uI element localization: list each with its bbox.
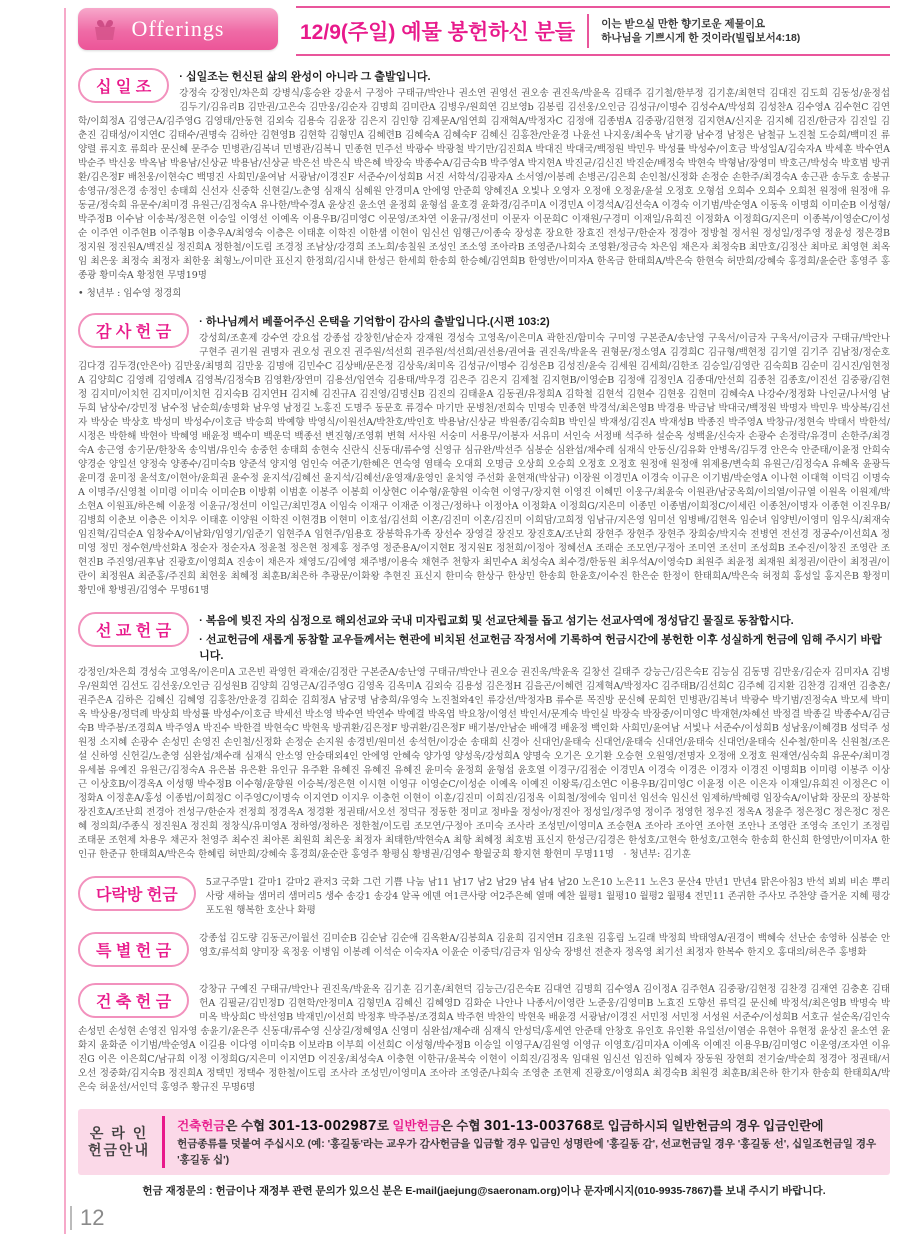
- special-name-list: 강종섭 김도량 김동곤/이월선 김미순B 김순남 김순애 김옥환A/김봉희A 김윤희 김지연H 김초원 김홍림 노길래 박정희 박태영A/권경이 백혜숙 선난순 송영하 심봉순 안영호/류석희 양미장 육정웅 이병임 이봉례 이석순 이숙자A 이윤순 이중덕/김금자 임상숙 장병선 전춘자 정옥영 최기선 최정자 한복수 한지오 홍대의/허은주 홍병화: [199, 933, 890, 958]
- offerings-badge-label: Offerings: [131, 16, 225, 41]
- section-label-tithe: 십 일 조: [78, 68, 169, 103]
- section-label-mission: 선 교 헌 금: [78, 612, 189, 647]
- offerings-badge: [78, 8, 278, 50]
- online-account-line: 건축헌금은 수협 301-13-002987로 일반헌금은 수협 301-13-003768로 입금하시되 일반헌금의 경우 입금인란에: [177, 1117, 824, 1134]
- header: [78, 6, 890, 56]
- tithe-youth-list: • 청년부 : 임수영 정경희: [78, 288, 182, 299]
- section-building: [78, 981, 890, 1095]
- thanksgiving-name-list: 강성희/조훈제 강수연 강요섭 강종섭 강창힌/남순자 강재원 경성숙 고영옥/이은미A 곽한진/함미숙 구미영 구본준A/송난영 구욱서/이금자 구욱서/이금자 구태규/박안나 구현주 권기원 권명자 권오성 권오진 권주원/석선희 권주원/석선희/권선용/권여율 권진욱/박윤옥 권형문/정소영A 김경희C 김규형/백현정 김기열 김기주 김남정/정순호 김다경 김두경(안은아) 김만웅/최명희 김만웅 김명애 김민수C 김상배/문은정 김상욱/최미옥 김성규/이명수 김성은B 김성진/윤숙 김세원 김세희/김한조 김승일/김영란 김숙희B 김순미 김시진/임현정A 김양희C 김영례 김영례A 김영복/김정숙B 김영환/장연미 김용선/임연숙 김용태/박우경 김은주 김은지 김제철 김지현B/이영순B 김정애 김정인A 김종대/안선희 김종천 김종호/이진선 김중광/김현정 김지미/이치헌 김지미/이치헌 김지숙B 김지연H 김지혜 김진규A 김진영/김명신B 김진의 김태윤A 김동권/유정희A 김학철 김현석 김현수 김현웅 김현미 김혜숙A 나강수/정정화 나인균/나서영 남두희 남상수/강민정 남수정 남순희/송명화 남우영 남정길 노홍진 도명주 동문호 류경수 마기만 문병천/전희숙 민명숙 민종현 박경석/최은영B 박경용 박금남 박대국/백정원 박명자 박민우 박상복/김선자 박상순 박상호 박성미 박성수/이호금 박승희 박예향 박영식/이원선A/박찬호/박인호 박용남/신상균 박원종/김숙희B 박인실 박재성/김진A 박재성B 박종진 박주영A 박창규/정현숙 박태서 박한석/시정은 박한해 박현아 박혜영 배윤정 백수미 백운덕 백종선 변진형/조영휘 변혁 서사원 서숭미 서용무/이봉자 서유미 서인숙 서정배 석주하 설순옥 성백윤/신숙자 손광수 손정락/유경미 손한주/최경숙A 송근영 송기문/한창옥 송익범/유인숙 송중헌 송태희 송현숙 신란식 신동대/류수영 신영규 심규완/박선주 심봉순 심완섭/채수레 심재식 안동신/김유화 안병옥/김두경 안은숙 안준태/이윤정 안희숙 양경순 양일선 양정숙 양종수/김미숙B 양준석 양지영 엄인숙 여준기/한혜은 연숙영 염태숙 오대희 오명금 오상희 오승희 오정호 오정호 원정애 원정애 위제용/변숙희 유원근/김정숙A 유혜옥 윤광득 윤미경 윤미정 윤석호/이현아/윤희권 윤수정 윤지석/김혜선 윤지석/김혜선/윤영재/윤영인 윤치영 주선화 윤현재(박삼규) 이장원 이경민A 이경숙 이규은 이기범/박순영A 이나현 이대혁 이덕김 이명숙A 이명주/신영철 이미령 이미숙 이미순B 이방휘 이범훈 이봉주 이봉희 이상현C 이수형/윤향원 이숙현 이영구/장지현 이영진 이혜민 이웅구/최윤숙 이원관/남궁옥희/이의열/이규열 이원옥 이원제/박소현A 이원표/하은혜 이윤정 이윤규/정선미 이일근/최민경A 이임숙 이재구 이재준 이정근/정하나 이정아A 이정화A 이정희G/지은미 이종민 이종범/이희정C/이세린 이종천/이명자 이종현 이진우B/김병희 이춘보 이층은 이치우 이태훈 이양원 이학진 이현경B 이현미 이호섭/김선희 이혼/김진미 이혼/김진미 이희담/고희정 임남규/지은영 임미선 임병배/김현옥 임순녀 임양빈/이영미 임우식/최재숙 임진혁/김덕순A 임창수A/이남화/임영기/임준기 임현주A 임현주/임용호 장봉학유가족 장선수 장영걸 장진모 장진호A/조난희 장현주 장현주 장현주 장희숭/박지숙 전병연 전선경 정공수/이선희A 정미영 정민 정수현/박선화A 정순자 정순자A 정윤철 정은현 정제홍 정주영 정준용A/이지현E 정지원E 정천희/이정아 정혜선A 조래순 조모연/구정아 조미연 조선미 조성희B 조수진/이창진 조영란 조현진B 주진영/권후남 진광호/이영희A 진송이 채은자 채영도/김에영 채주병/이용숙 채현주 천항자 최민수A 최성숙A 최수경/한동원 최우석A/이영숙D 최원주 최윤정 최재원 최정권/이란이 최정권/이란이 최정원A 최준홍/주진희 최현웅 최혜정 최훈B/최은하 추광문/이화왕 추현진 표신지 한미숙 한상구 한상민 한송희 한윤호/이수진 한은순 한정이 한태희A/박은숙 허정희 홍성일 홍지은B 황정미 황민애 황병권/김영수 무명61명: [78, 333, 890, 596]
- mission-intro-1: · 복음에 빚진 자의 심정으로 해외선교와 국내 미자립교회 및 선교단체를 돕고 섬기는 선교사역에 정성담긴 물질로 동참합시다.: [199, 615, 794, 627]
- page-number: 12: [70, 1206, 104, 1230]
- left-margin-rule: [64, 8, 66, 1234]
- section-tithe: [78, 66, 890, 299]
- building-offering-label: 건축헌금: [177, 1119, 226, 1133]
- mission-name-list: 강정인/차은희 경성숙 고영옥/이은미A 고은빈 곽영헌 곽재순/김정란 구본준A/송난영 구태규/박안나 권오승 권진욱/박윤옥 길창선 길태주 강능근/김은숙E 김능심 김동명 김만웅/김순자 김미자A 김병우/원희연 김선도 김선웅/오인금 김성원B 김양희 김영근A/김주영G 김영옥 김옥미A 김외숙 김용성 김은정H 김을곤/이혜련 김제혁A/박정자C 김주태B/김선희C 김주혜 김지환 김찬경 김재연 김충혼/권주은A 김하은 김혜신 김혜영 김홍찬/안윤경 김희순 김희정A 남궁명 남충희/유영숙 노진철와4인 류강선/박정자B 류수룬 목진방 문신혜 문희헌 민병관/김복녀 박광수 박기범/진정숙A 박모세 박미옥 박상용/정덕례 박상희 박성률 박성수/이호금 박세선 박소영 박수연 박연수 박예결 박옥엽 박요창/이영선 박인서/문계숙 박인실 박장숙 박장중/이미영C 박재현/차혜선 박정결 박종길 박종수A/김금숙B 박주봉/조경희A 박주영A 박진수 박한결 박현숙C 박현욱 방귀환/김은정F 방귀환/김은정F 배기봉/안남순 배애경 배윤정 백인화 사희민/윤여남 서빛나 서준수/이성희B 성남웅/이혜경B 성덕주 성원정 소지혜 손광수 손성민 손영진 손인철/신정화 손정순 손지원 송경빈/원미선 송석헌/이강순 송태희 신경아 신대언/윤태숙 신대언/윤태숙 신대언/윤태숙 신대언/윤태숙 신수철/한미옥 신원철/조은설 신하영 신헌길/노춘영 심완섭/채수래 심재식 안소영 안승태외4인 안에영 안혜숙 양가영 양성욱/강성희A 양명숙 오기은 오기환 오승현 오원영/전명자 오정애 오정호 원재연/심숙희 유문수/최미경 유세봄 유예진 유원근/김정숙A 유은봄 유은환 유인규 유주환 유혜진 유혜진 유혜진 윤미숙 윤정희 윤형섭 윤호열 이경구/김점순 이경민A 이경숙 이경은 이경자 이경진 이명희B 이미령 이봉주 이상근 이상호B/이경옥A 이성행 박수정B 이수형/윤향원 이승복/정은현 이시현 이영규 이영순C/이성순 이예옥 이예진 이왕록/김소연C 이용우B/김미영C 이윤정 이은 이은자 이재일/유희진 이정은C 이정화A 이정훈A/홍성 이종법/이희정C 이주영C/이명숙 이지연D 이지우 이충헌 이현이 이훈/김진미 이희진/김정옥 이희철/정에숙 임미선 임선숙 임신선 임제하/박혜령 임장숙A/이남화 장문의 장봉학 장진호A/조난희 전경아 전성구/한순자 전정희 정경옥A 정경환 정권태/서오선 정덕규 정동한 정미교 정바울 정성아/정진아 정성일/정주영 정이주 정영헌 정우진 정옥A 정윤주 정은정C 정은정C 정은혜 정의희/주종식 정진원A 정진희 정창식/유미영A 정하영/정하은 정한철/이도림 조모연/구정아 조미숙 조사라 조성민/이영미A 조승현A 조아라 조아연 조아현 조안나 조영란 조영숙 조인기 조정림 조태문 조현제 차용우 채곤자 천영주 최수진 최아론 최원희 최은웅 최정자 최태한/박현숙A 최항 최혜정 최호범 표신지 한성근/김경은 한성호/고현숙 한성호/고현숙 한송희 한신희 한영만/이미자A 한인규 한준규 한태희A/박은숙 한혜림 허만희/강혜숙 홍경희/윤순란 홍영주 황평심 황병권/김영수 황월궁희 황지현 황현미 무명11명 · 청년부: 김기훈: [78, 667, 890, 860]
- section-thanksgiving: [78, 311, 890, 598]
- section-label-thanksgiving: 감 사 헌 금: [78, 313, 189, 348]
- finance-contact-note: 헌금 재정문의 : 헌금이나 재정부 관련 문의가 있으신 분은 E-mail(jaejung@saeronam.org)이나 문자메시지(010-9935-7867)를 보내 주시기 바랍니다.: [142, 1185, 826, 1197]
- cellgroup-name-list: 5교구주말1 갈마1 갈마2 관저3 국화 그런 기쁨 나눔 남11 남17 남2 남29 남4 남4 남20 노은10 노은11 노은3 문산4 만년1 만년4 맑은아침3 반석 뵈뵈 비손 뿌리 사랑 새하늘 샘머리 샘머리5 생수 송강1 송강4 알곡 에덴 여1큰사랑 여2주은혜 열매 예찬 월평1 월평10 월평2 월평4 전민11 존귀한 주사모 주찬양 즐거운 지혜 평강 포도원 행복한 호산나 화평: [205, 877, 890, 916]
- tithe-intro: · 십일조는 헌신된 삶의 완성이 아니라 그 출발입니다.: [179, 71, 431, 83]
- general-offering-label: 일반헌금: [392, 1119, 441, 1133]
- title-block: [296, 6, 890, 56]
- online-giving-text: [177, 1116, 880, 1168]
- section-cellgroup: [78, 874, 890, 918]
- general-account-number: 301-13-003768: [483, 1117, 593, 1134]
- bulletin-page: [78, 6, 890, 1198]
- online-giving-label: 온 라 인 헌금안내: [88, 1125, 151, 1158]
- page-title: 12/9(주일) 예물 봉헌하신 분들: [300, 21, 576, 44]
- section-mission: [78, 610, 890, 862]
- online-divider: [162, 1116, 165, 1168]
- section-label-building: 건 축 헌 금: [78, 983, 189, 1018]
- building-account-number: 301-13-002987: [268, 1117, 377, 1134]
- mission-intro-2: · 선교헌금에 새롭게 동참할 교우들께서는 현관에 비치된 선교헌금 작정서에 기록하여 헌금시간에 봉헌한 이후 성실하게 헌금에 임해 주시기 바랍니다.: [199, 634, 882, 662]
- section-label-special: 특 별 헌 금: [78, 932, 189, 967]
- building-name-list: 강창규 구예진 구태규/박안나 권진욱/박윤옥 김기훈 김기훈/최현덕 김능근/김은숙E 김대연 김명희 김수영A 김이정A 김주현A 김중광/김현정 김찬경 김재연 김충혼 김태헌A 김필균/김민정D 김현학/안정미A 김형민A 김혜신 김혜영D 김화순 나안나 나종서/이영란 노준웅/김영미B 노효진 도향선 류덕길 문신혜 박정석/최은영B 박명숙 박미옥 박상희C 박선영B 박재민/이선희 박정후 박주봉/조경희A 박주현 박찬익 박현욱 배윤경 서광남/이경진 서민정 서민정 서성원 서준수/이성희B 서호규 설순옥/김인숙 손성민 손성현 손영진 임자영 송윤기/윤은주 신동대/류수영 신상길/정혜영A 신영미 심완섭/채수래 심재식 안성덕/홍세연 안준태 안창호 유인호 유인환 유일선/이염순 유현아 유현정 윤상진 윤소연 윤화지 윤화준 이기범/박순영A 이길용 이다영 이미숙B 이보라B 이부희 이선희C 이성형/박수정B 이승일 이영구A/김원영 이영규 이영호/김미자A 이예옥 이예진 이용우B/김미영C 이운영/조자연 이유진G 이은 이은희C/남규희 이정 이정희G/지은미 이지연D 이진웅/최성숙A 이충현 이한규/윤복숙 이현이 이희진/김정옥 임대원 임신선 임진하 임혜자 장동원 장현희 전기술/박순희 정경아 정권태/서오선 정중화/김지숙B 정진희A 정택민 정택수 정한철/이도림 조사라 조성민/이영미A 조아라 조영준/나희숙 조영춘 조현제 진광호/이영희A 최경숙B 최원경 최훈B/최은하 한기자 한송희 한태희A/박은숙 허윤선/서인덕 홍영주 황규진 무명6명: [78, 984, 890, 1093]
- section-special: [78, 930, 890, 969]
- online-giving-banner: [78, 1109, 890, 1175]
- tithe-name-list: 강정숙 강정인/차은희 강병식/홍승완 강윤서 구정아 구태규/박안나 권소연 권영선 권오송 권진욱/박윤옥 김태주 김기철/한부정 김기훈/최현덕 김대진 김도희 김동성/윤정섭 김두기/김유리B 김만권/고은숙 김만웅/김순자 김명희 김미란A 김병우/원희연 김보영b 김봉림 김선웅/오인금 김성규/이명수 김성수A/박성희 김성찬A 김수영A 김수현C 김연학/이희정A 김영근A/김주영G 김영태/안동현 김외숙 김용숙 김윤장 김은지 김인향 김제문A/임연희 김재혁A/박정자C 김정애 김종범A 김중광/김현정 김지현A/신지운 김지혜 김진/한금자 김진일 김춘진 김태성/이지연C 김태수/권명숙 김하안 김현영B 김현학 김형민A 김혜련B 김혜숙A 김혜숙F 김혜신 김홍찬/안윤경 나윤선 나지웅/최수욱 남기광 남수경 남정은 남철규 노진철 도승희/백미진 류양렬 류지호 류희라 문신혜 문주승 민병관/김복녀 민병관/김복니 민종현 민주선 박광수 박광철 박기만/김진희A 박대진 박대국/백정원 박민우 박성률 박성수/이호금 박성일A/김숙자A 박세훈 박수연A 박순주 박신웅 박옥남 박용남/신상균 박용남/신상균 박은선 박은식 박은혜 박장숙 박종수A/김금숙B 박주영A 박지현A 박진균/김신진 박진순/배정숙 박현숙 박형남/장영미 박호근/박성숙 박호범 방귀환/김은정F 배천웅/이현숙C 백명진 사희민/윤여남 서광남/이경진F 서준수/이성희B 서진 서학석/김광자A 소서영/이봉례 손병곤/김은희 손인철/신정화 손정순 손한주/최경숙A 송근관 송두호 송봉규 송영규/정은경 송정인 송태희 신선자 신중학 신현길/노춘영 심재식 심혜원 안경미A 안에영 안준희 양혜진A 오빛나 오영자 오정애 오정윤/윤설 오정호 오형섭 오희수 오희수 오희천 원정애 원정애 유동균/정숙희 유문수/최미경 유원근/김정숙A 유나한/박수경A 윤상진 윤소연 윤정희 윤형섭 윤호경 윤화경/김주미A 이경민A 이경석A/김선숙A 이경숙 이기범/박순영A 이동욱 이명희 이미순B 이성형/박주정B 이수남 이송복/정은현 이승일 이영선 이예옥 이용우B/김미영C 이문영/조차연 이윤규/정선미 이문자 이문희C 이재원/구경미 이재일/유희진 이정화A 이정희G/지은미 이종복/이영순C/이성순 이주연 이주현B 이주형B 이충우A/최영숙 이층은 이태훈 이학진 이한샘 이현이 임신선 임행근/이종숙 장성훈 장요한 장효진 전성구/한순자 정경아 정방철 정서원 정성일/정주영 정윤성 정은경B 정지원 정진원A/백진실 정진희A 정한철/이도림 조경정 조남상/강경희 조노희/송칠원 조성인 조소영 조아라B 조영준/나회숙 조영환/정금숙 차은임 채은자 최정숙B 최만호/김정산 최마로 최영현 최옥임 최은웅 최정숙 최정자 최한웅 최형노/이미란 표신지 한정희/김시내 한성근 한세희 한송희 한승혜/김연희B 한영반/이미자A 한옥금 한태희A/박은숙 한현숙 허만희/강혜숙 홍경희/윤순란 홍영주 홍종광 황미숙A 황정현 무명19명: [78, 88, 890, 281]
- section-label-cellgroup: 다락방 헌금: [78, 876, 196, 911]
- verse-text: 이는 받으실 만한 향기로운 제물이요 하나님을 기쁘시게 한 것이라(빌립보서4:18): [601, 18, 801, 44]
- title-divider: [587, 14, 589, 48]
- thanksgiving-intro: · 하나님께서 베풀어주신 은택을 기억함이 감사의 출발입니다.(시편 103:2): [199, 316, 550, 328]
- online-instruction-line: 헌금종류를 덧붙여 주십시오 (예: '홍길동'라는 교우가 감사헌금을 입금할 경우 입금인 성명란에 '홍길동 감', 선교헌금일 경우 '홍길동 선', 십일조헌금일 경우 '홍길동 십'): [177, 1138, 877, 1166]
- gift-icon: [92, 17, 118, 41]
